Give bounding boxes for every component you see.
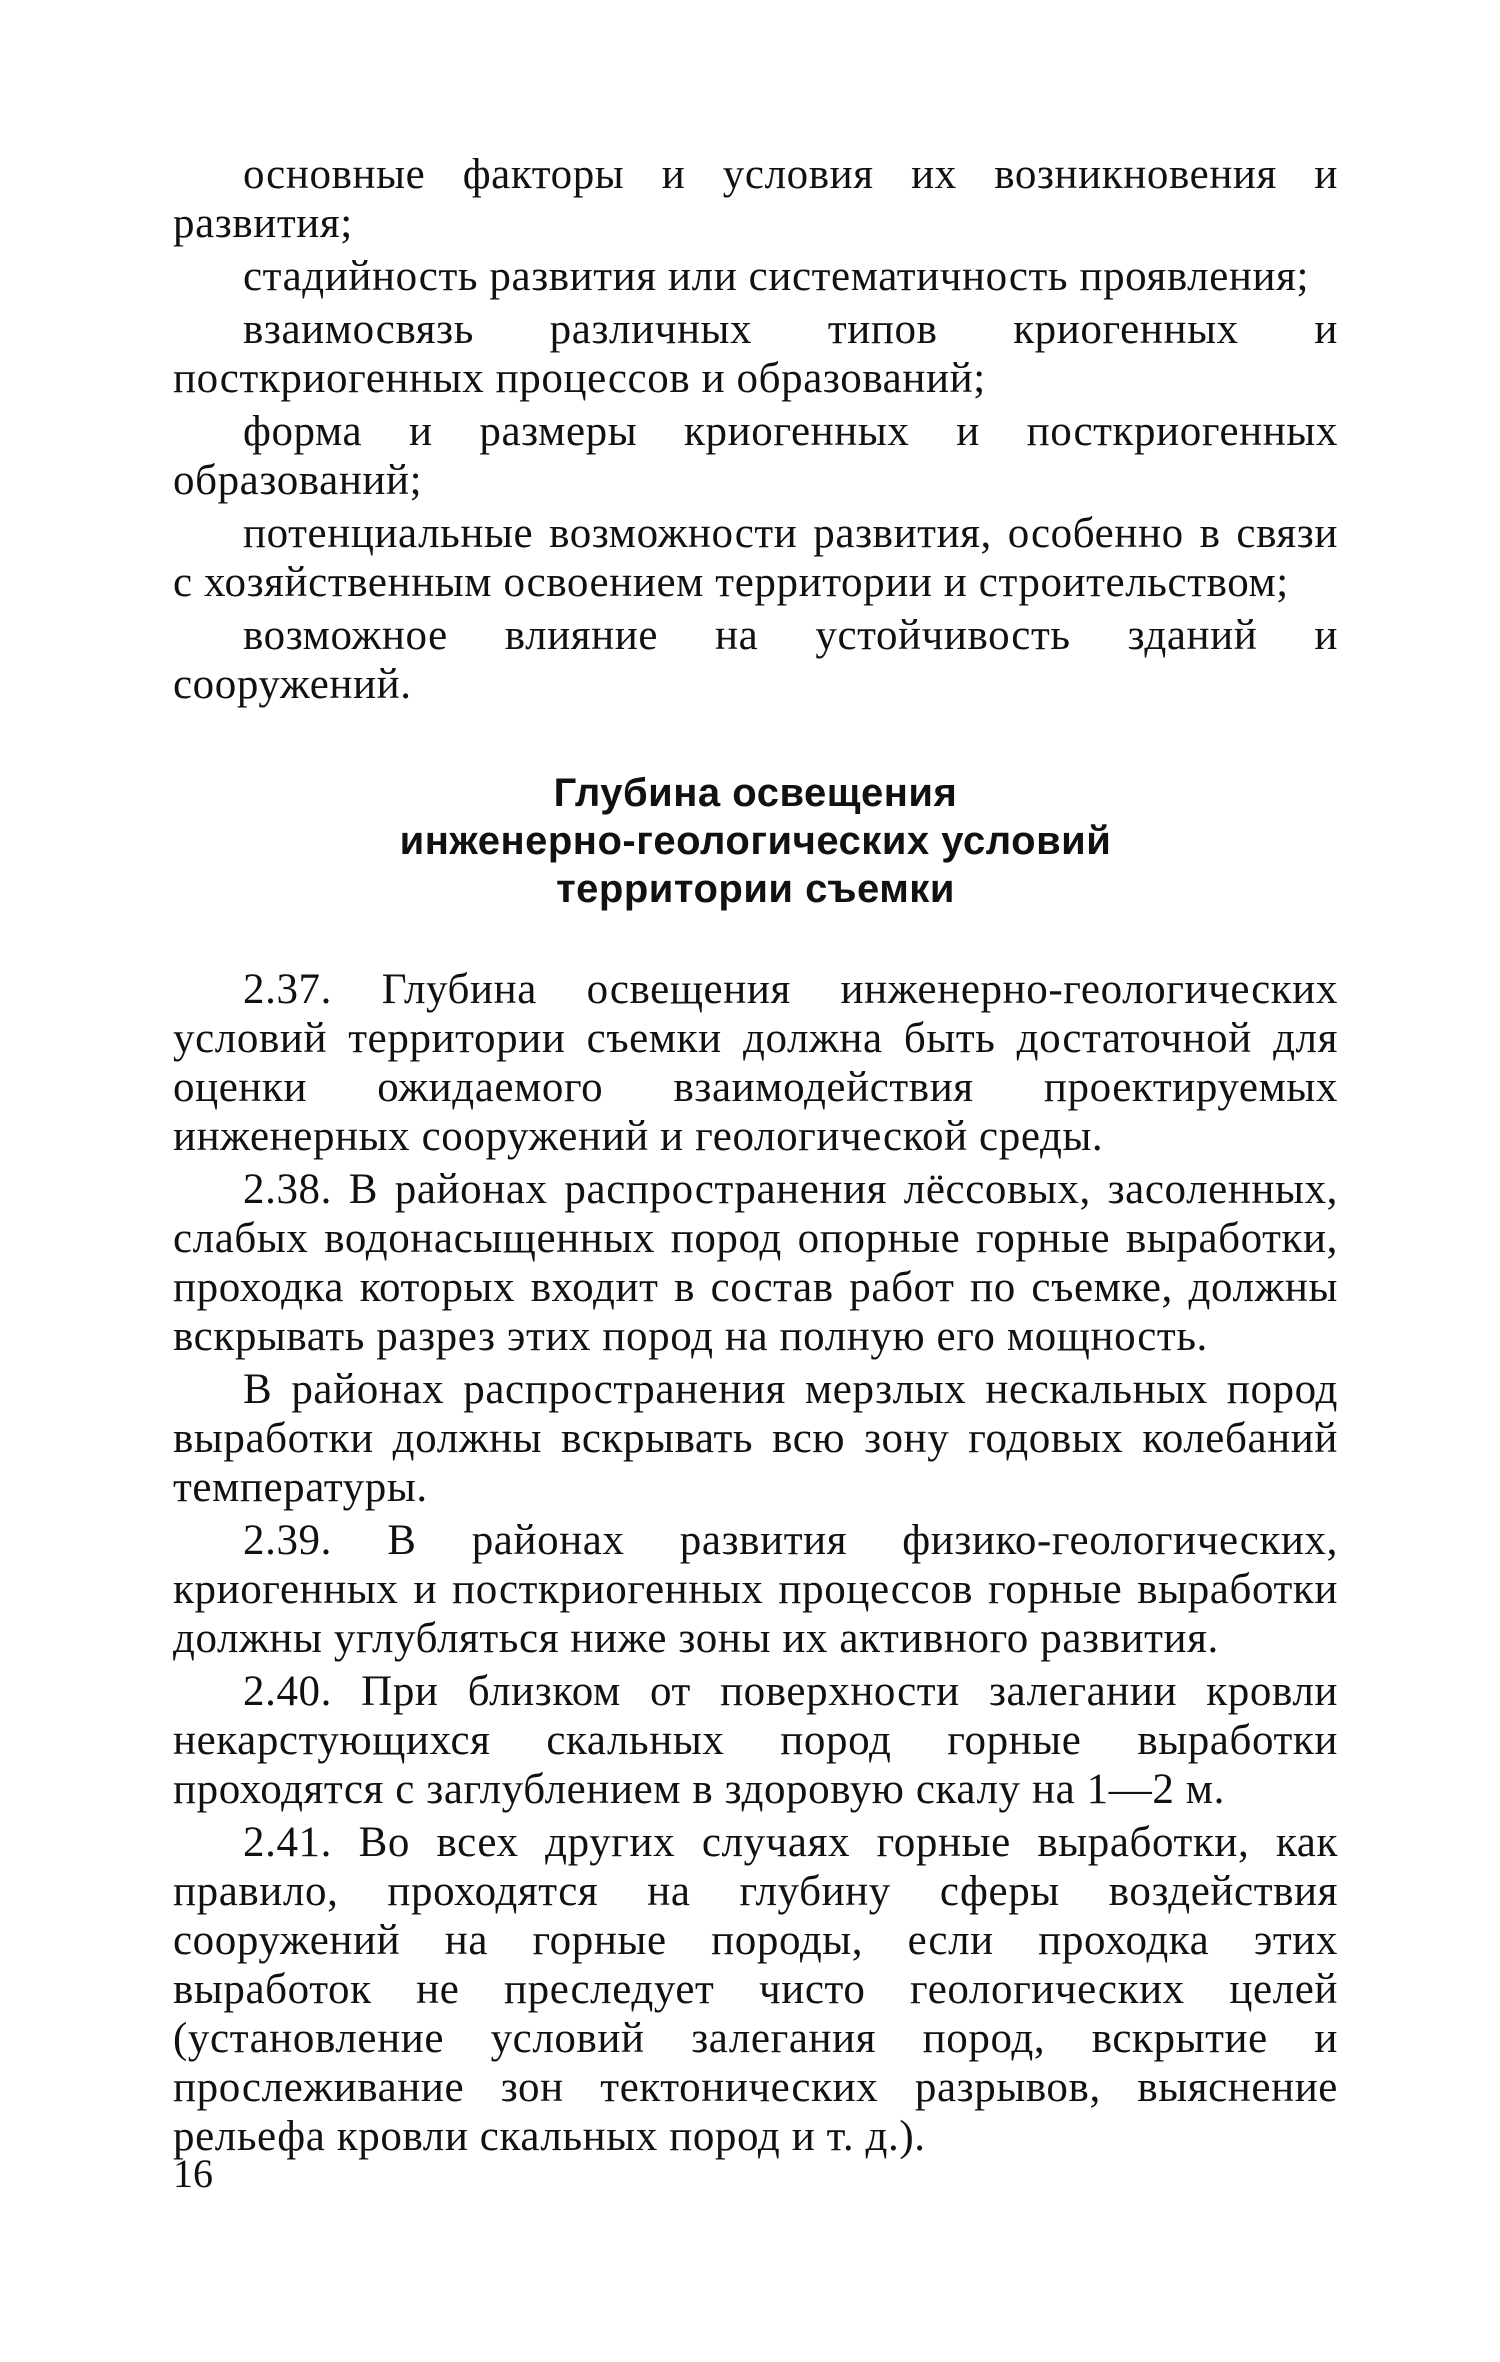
section-heading-line: Глубина освещения: [553, 771, 958, 815]
list-item: стадийность развития или систематичность проявления;: [243, 253, 1310, 300]
paragraph-2-39: 2.39. В районах развития физико-геологических, криогенных и посткриогенных процессов горные выработки должны углубляться ниже зоны их активного развития.: [173, 1517, 1338, 1662]
paragraph-2-40: 2.40. При близком от поверхности залегании кровли некарстующихся скальных пород горные выработки проходятся с заглублением в здоровую скалу на 1—2 м.: [173, 1668, 1338, 1813]
paragraph-permafrost: В районах распространения мерзлых нескальных пород выработки должны вскрывать всю зону годовых колебаний температуры.: [173, 1366, 1338, 1511]
paragraph-2-37: 2.37. Глубина освещения инженерно-геологических условий территории съемки должна быть достаточной для оценки ожидаемого взаимодействия проектируемых инженерных сооружений и геологической среды.: [173, 966, 1338, 1160]
document-page: [173, 150, 1338, 2161]
list-item: потенциальные возможности развития, особенно в связи с хозяйственным освоением территории и строительством;: [173, 510, 1338, 606]
list-item: форма и размеры криогенных и посткриогенных образований;: [173, 408, 1338, 504]
paragraph-2-41: 2.41. Во всех других случаях горные выработки, как правило, проходятся на глубину сферы воздействия сооружений на горные породы, если проходка этих выработок не преследует чисто геологических целей (установление условий залегания пород, вскрытие и прослеживание зон тектонических разрывов, выяснение рельефа кровли скальных пород и т. д.).: [173, 1819, 1338, 2160]
page-number: 16: [173, 2151, 213, 2196]
section-heading-line: инженерно-геологических условий: [399, 819, 1112, 863]
list-item: взаимосвязь различных типов криогенных и посткриогенных процессов и образований;: [173, 306, 1338, 402]
section-heading-line: территории съемки: [556, 867, 955, 911]
section-heading: [173, 769, 1338, 913]
paragraph-2-38: 2.38. В районах распространения лёссовых, засоленных, слабых водонасыщенных пород опорные горные выработки, проходка которых входит в состав работ по съемке, должны вскрывать разрез этих пород на полную его мощность.: [173, 1166, 1338, 1360]
list-item: основные факторы и условия их возникновения и развития;: [173, 151, 1338, 247]
list-item: возможное влияние на устойчивость зданий и сооружений.: [173, 612, 1338, 708]
